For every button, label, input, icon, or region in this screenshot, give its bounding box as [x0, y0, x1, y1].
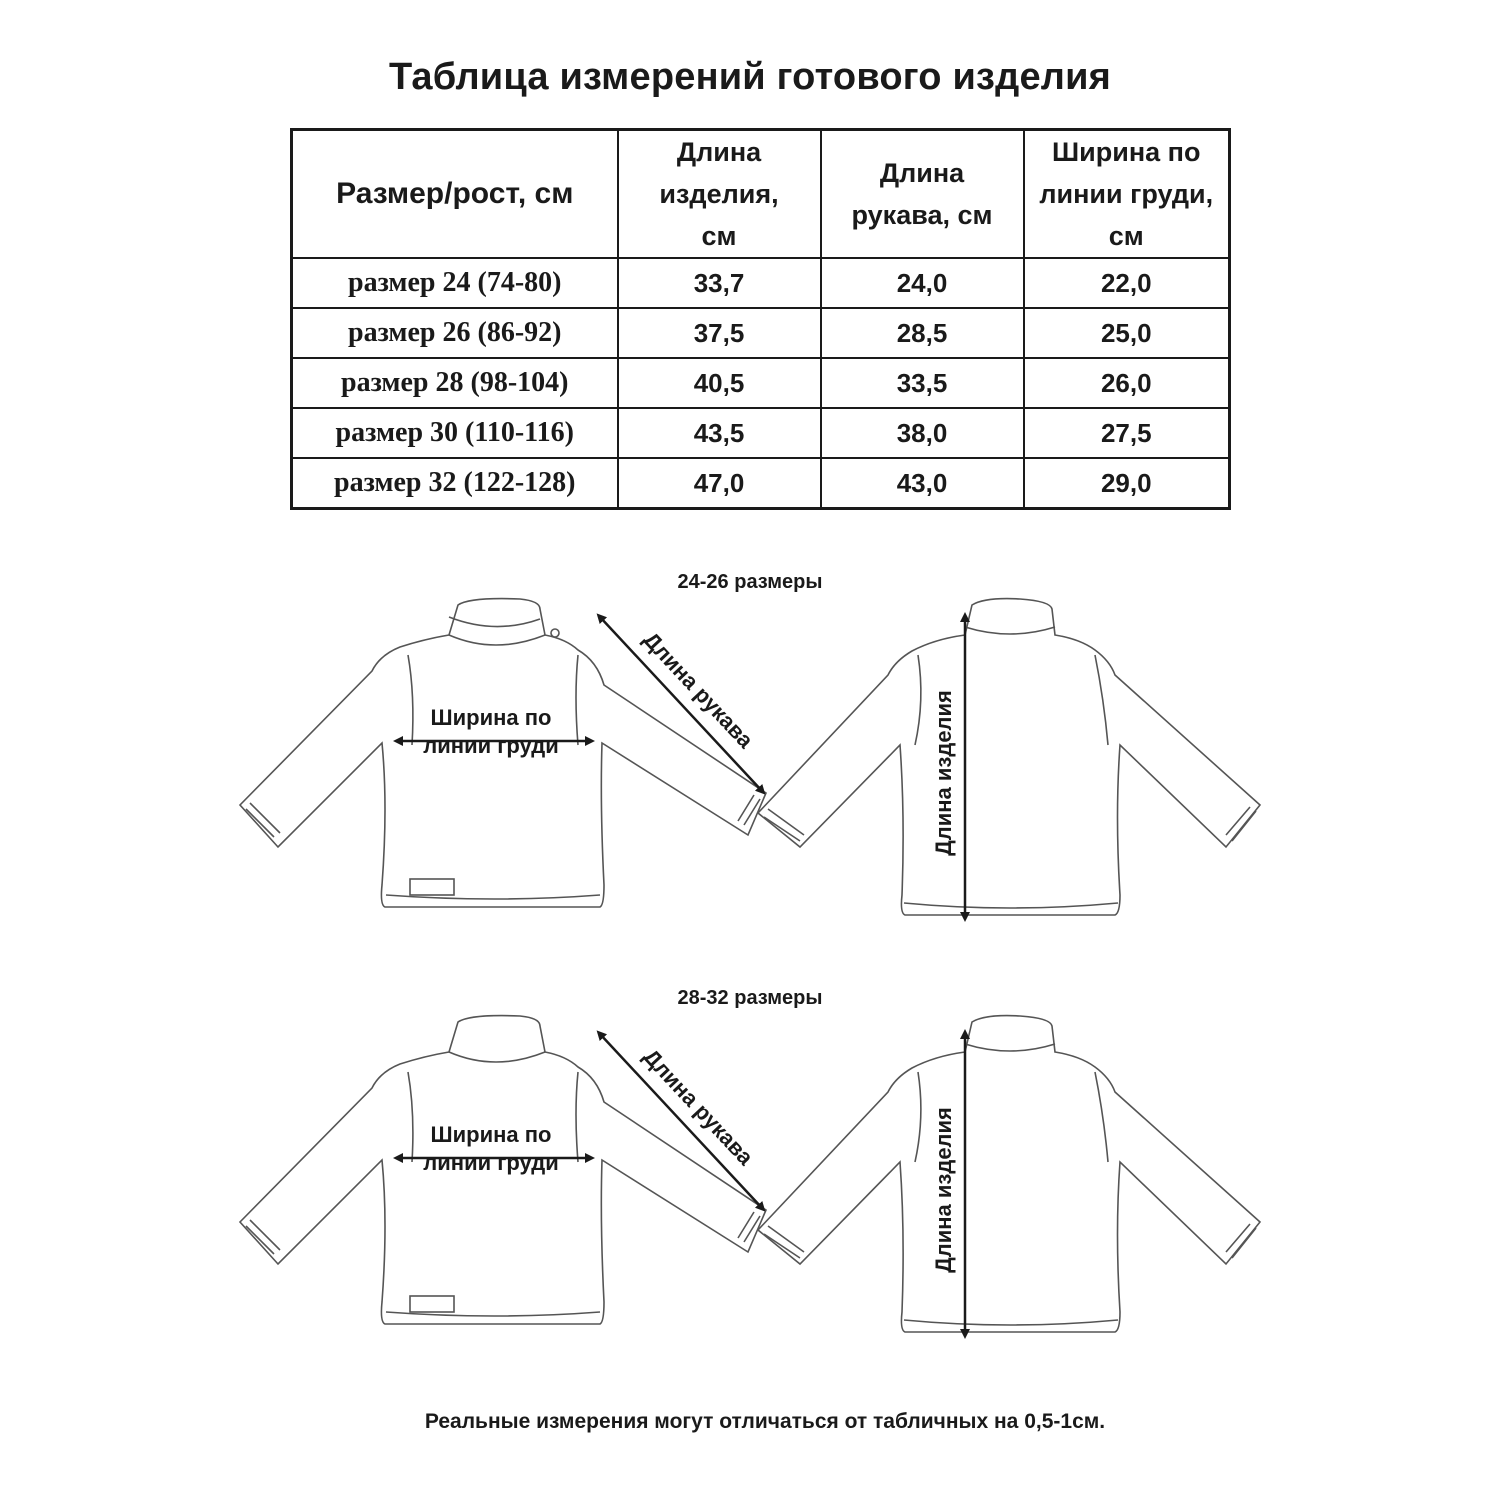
front-cuff-right: [738, 1212, 760, 1242]
back-collar-line: [965, 627, 1055, 634]
table-row: [292, 458, 1230, 509]
chest-width-label-line2: линии груди: [423, 733, 559, 758]
back-collar-line: [965, 1044, 1055, 1051]
header-garment-length: Длина изделия, см: [618, 130, 821, 259]
cell-chest-width: 29,0: [1024, 458, 1230, 509]
header-chest-width: Ширина по линии груди, см: [1024, 130, 1230, 259]
front-armhole-left: [408, 1072, 413, 1162]
back-armhole-left: [915, 1072, 921, 1162]
front-cuff-left: [246, 1220, 280, 1254]
table-header-row: [292, 130, 1230, 259]
back-armhole-left: [915, 655, 921, 745]
diagram-caption-24-26: 24-26 размеры: [677, 571, 823, 593]
table-row: [292, 408, 1230, 458]
back-cuff-left: [764, 1226, 804, 1258]
cell-garment-length: 47,0: [618, 458, 821, 509]
front-cuff-left: [246, 803, 280, 837]
back-cuff-right: [1226, 1224, 1256, 1258]
table-row: [292, 358, 1230, 408]
measurement-note: Реальные измерения могут отличаться от табличных на 0,5-1см.: [424, 1410, 1106, 1433]
shoulder-button: [551, 629, 559, 637]
back-armhole-right: [1095, 655, 1108, 745]
chest-width-label-line2: линии груди: [423, 1150, 559, 1175]
cell-garment-length: 43,5: [618, 408, 821, 458]
sleeve-length-label: Длина рукава: [638, 1043, 759, 1170]
front-collar-base: [449, 1052, 545, 1062]
back-body-outline: [758, 1016, 1260, 1332]
sleeve-length-label: Длина рукава: [638, 626, 759, 753]
back-view: [758, 1016, 1260, 1332]
front-label-patch: [410, 879, 454, 895]
back-cuff-left: [764, 809, 804, 841]
size-table: [290, 128, 1231, 510]
cell-chest-width: 22,0: [1024, 258, 1230, 308]
cell-sleeve-length: 38,0: [821, 408, 1024, 458]
front-label-patch: [410, 1296, 454, 1312]
cell-size: размер 24 (74-80): [292, 258, 618, 308]
front-armhole-right: [576, 655, 578, 745]
sleeve-length-arrow: [600, 617, 762, 791]
cell-garment-length: 37,5: [618, 308, 821, 358]
header-sleeve-length: Длина рукава, см: [821, 130, 1024, 259]
cell-sleeve-length: 24,0: [821, 258, 1024, 308]
back-hem: [904, 1320, 1118, 1325]
diagram-caption-28-32: 28-32 размеры: [677, 987, 823, 1009]
cell-chest-width: 26,0: [1024, 358, 1230, 408]
garment-length-label: Длина изделия: [931, 690, 956, 856]
chest-width-label-line1: Ширина по: [430, 1122, 552, 1147]
garment-diagram-28-32: [0, 1012, 1500, 1372]
cell-sleeve-length: 28,5: [821, 308, 1024, 358]
back-hem: [904, 903, 1118, 908]
back-view: [758, 599, 1260, 915]
back-armhole-right: [1095, 1072, 1108, 1162]
cell-size: размер 30 (110-116): [292, 408, 618, 458]
garment-diagram-24-26: [0, 595, 1500, 955]
chest-width-label-line1: Ширина по: [430, 705, 552, 730]
cell-size: размер 28 (98-104): [292, 358, 618, 408]
front-armhole-right: [576, 1072, 578, 1162]
cell-garment-length: 33,7: [618, 258, 821, 308]
page-title: Таблица измерений готового изделия: [388, 56, 1112, 98]
cell-chest-width: 25,0: [1024, 308, 1230, 358]
cell-size: размер 32 (122-128): [292, 458, 618, 509]
cell-sleeve-length: 43,0: [821, 458, 1024, 509]
garment-length-label: Длина изделия: [931, 1107, 956, 1273]
header-size: Размер/рост, см: [292, 130, 618, 259]
front-armhole-left: [408, 655, 413, 745]
cell-chest-width: 27,5: [1024, 408, 1230, 458]
cell-sleeve-length: 33,5: [821, 358, 1024, 408]
back-body-outline: [758, 599, 1260, 915]
table-row: [292, 308, 1230, 358]
cell-size: размер 26 (86-92): [292, 308, 618, 358]
front-collar-line: [449, 617, 540, 627]
sleeve-length-arrow: [600, 1034, 762, 1208]
back-cuff-right: [1226, 807, 1256, 841]
front-collar-base: [449, 635, 545, 645]
table-row: [292, 258, 1230, 308]
front-cuff-right: [738, 795, 760, 825]
cell-garment-length: 40,5: [618, 358, 821, 408]
